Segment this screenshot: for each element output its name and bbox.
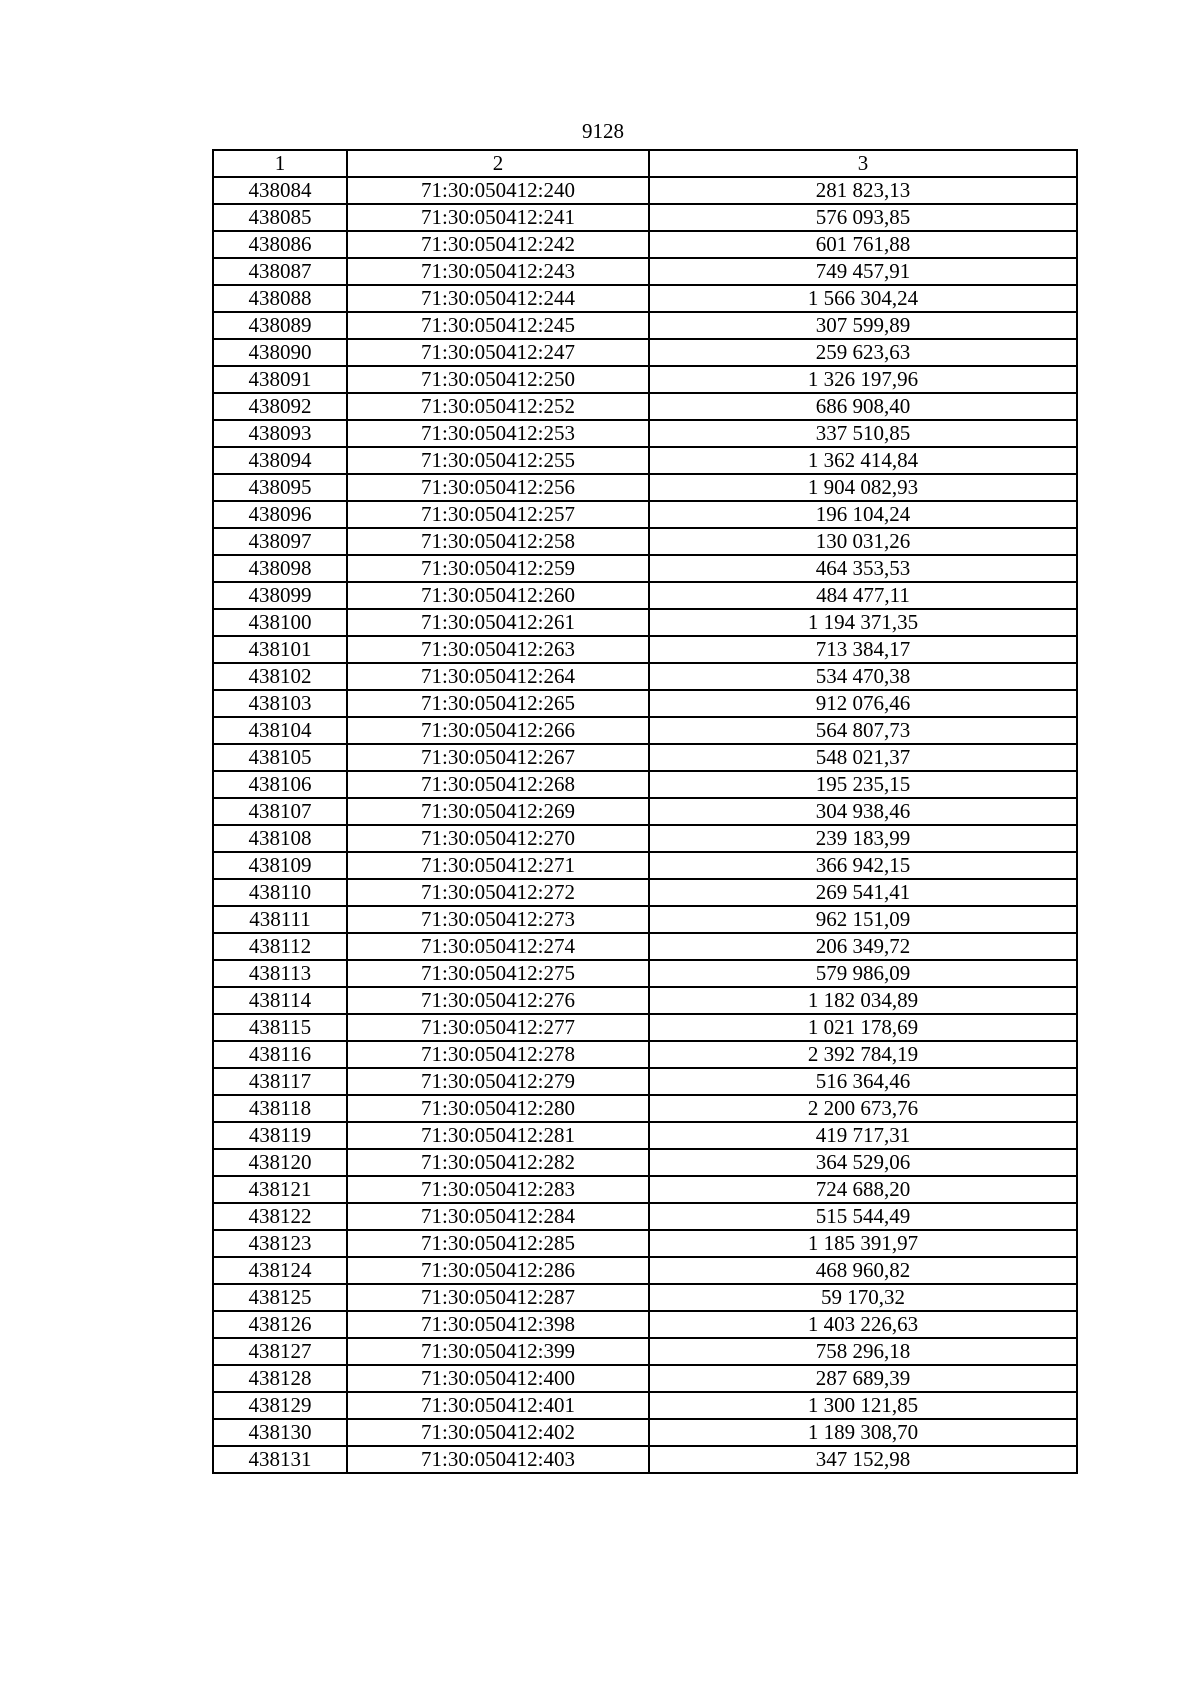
table-row — [213, 1230, 1077, 1257]
value-cell: 534 470,38 — [649, 663, 1077, 690]
cadastral-number-cell: 71:30:050412:268 — [347, 771, 649, 798]
cadastral-number-cell: 71:30:050412:274 — [347, 933, 649, 960]
row-number-cell: 438126 — [213, 1311, 347, 1338]
row-number-cell: 438129 — [213, 1392, 347, 1419]
table-row — [213, 798, 1077, 825]
row-number-cell: 438102 — [213, 663, 347, 690]
column-header-2: 2 — [347, 150, 649, 177]
table-row — [213, 474, 1077, 501]
value-cell: 516 364,46 — [649, 1068, 1077, 1095]
value-cell: 912 076,46 — [649, 690, 1077, 717]
page-number: 9128 — [582, 119, 624, 143]
row-number-cell: 438120 — [213, 1149, 347, 1176]
table-row — [213, 312, 1077, 339]
row-number-cell: 438121 — [213, 1176, 347, 1203]
row-number-cell: 438084 — [213, 177, 347, 204]
table-row — [213, 879, 1077, 906]
value-cell: 337 510,85 — [649, 420, 1077, 447]
table-row — [213, 960, 1077, 987]
cadastral-number-cell: 71:30:050412:280 — [347, 1095, 649, 1122]
value-cell: 515 544,49 — [649, 1203, 1077, 1230]
row-number-cell: 438105 — [213, 744, 347, 771]
cadastral-number-cell: 71:30:050412:400 — [347, 1365, 649, 1392]
table-row — [213, 1176, 1077, 1203]
cadastral-number-cell: 71:30:050412:269 — [347, 798, 649, 825]
value-cell: 962 151,09 — [649, 906, 1077, 933]
value-cell: 564 807,73 — [649, 717, 1077, 744]
table-row — [213, 285, 1077, 312]
row-number-cell: 438104 — [213, 717, 347, 744]
row-number-cell: 438109 — [213, 852, 347, 879]
value-cell: 468 960,82 — [649, 1257, 1077, 1284]
value-cell: 304 938,46 — [649, 798, 1077, 825]
table-row — [213, 987, 1077, 1014]
cadastral-number-cell: 71:30:050412:241 — [347, 204, 649, 231]
row-number-cell: 438127 — [213, 1338, 347, 1365]
value-cell: 1 566 304,24 — [649, 285, 1077, 312]
value-cell: 287 689,39 — [649, 1365, 1077, 1392]
value-cell: 758 296,18 — [649, 1338, 1077, 1365]
table-row — [213, 1311, 1077, 1338]
row-number-cell: 438116 — [213, 1041, 347, 1068]
row-number-cell: 438095 — [213, 474, 347, 501]
cadastral-number-cell: 71:30:050412:260 — [347, 582, 649, 609]
value-cell: 239 183,99 — [649, 825, 1077, 852]
cadastral-number-cell: 71:30:050412:275 — [347, 960, 649, 987]
table-row — [213, 393, 1077, 420]
row-number-cell: 438089 — [213, 312, 347, 339]
table-row — [213, 258, 1077, 285]
cadastral-number-cell: 71:30:050412:258 — [347, 528, 649, 555]
row-number-cell: 438097 — [213, 528, 347, 555]
cadastral-number-cell: 71:30:050412:401 — [347, 1392, 649, 1419]
row-number-cell: 438110 — [213, 879, 347, 906]
data-table — [212, 149, 1078, 1474]
cadastral-number-cell: 71:30:050412:259 — [347, 555, 649, 582]
table-row — [213, 1284, 1077, 1311]
cadastral-number-cell: 71:30:050412:250 — [347, 366, 649, 393]
table-row — [213, 339, 1077, 366]
row-number-cell: 438088 — [213, 285, 347, 312]
cadastral-number-cell: 71:30:050412:261 — [347, 609, 649, 636]
value-cell: 196 104,24 — [649, 501, 1077, 528]
cadastral-number-cell: 71:30:050412:276 — [347, 987, 649, 1014]
value-cell: 2 392 784,19 — [649, 1041, 1077, 1068]
cadastral-number-cell: 71:30:050412:281 — [347, 1122, 649, 1149]
row-number-cell: 438090 — [213, 339, 347, 366]
row-number-cell: 438119 — [213, 1122, 347, 1149]
value-cell: 576 093,85 — [649, 204, 1077, 231]
table-row — [213, 771, 1077, 798]
value-cell: 366 942,15 — [649, 852, 1077, 879]
table-row — [213, 1122, 1077, 1149]
value-cell: 269 541,41 — [649, 879, 1077, 906]
cadastral-number-cell: 71:30:050412:240 — [347, 177, 649, 204]
table-row — [213, 690, 1077, 717]
cadastral-number-cell: 71:30:050412:265 — [347, 690, 649, 717]
cadastral-number-cell: 71:30:050412:247 — [347, 339, 649, 366]
row-number-cell: 438118 — [213, 1095, 347, 1122]
value-cell: 130 031,26 — [649, 528, 1077, 555]
row-number-cell: 438122 — [213, 1203, 347, 1230]
table-row — [213, 852, 1077, 879]
row-number-cell: 438086 — [213, 231, 347, 258]
table-row — [213, 1068, 1077, 1095]
cadastral-number-cell: 71:30:050412:279 — [347, 1068, 649, 1095]
table-row — [213, 1365, 1077, 1392]
cadastral-number-cell: 71:30:050412:242 — [347, 231, 649, 258]
value-cell: 307 599,89 — [649, 312, 1077, 339]
row-number-cell: 438107 — [213, 798, 347, 825]
header-row — [213, 150, 1077, 177]
value-cell: 484 477,11 — [649, 582, 1077, 609]
table-row — [213, 1149, 1077, 1176]
row-number-cell: 438103 — [213, 690, 347, 717]
row-number-cell: 438124 — [213, 1257, 347, 1284]
cadastral-number-cell: 71:30:050412:402 — [347, 1419, 649, 1446]
value-cell: 206 349,72 — [649, 933, 1077, 960]
value-cell: 749 457,91 — [649, 258, 1077, 285]
table-row — [213, 555, 1077, 582]
cadastral-number-cell: 71:30:050412:257 — [347, 501, 649, 528]
value-cell: 1 182 034,89 — [649, 987, 1077, 1014]
row-number-cell: 438111 — [213, 906, 347, 933]
cadastral-number-cell: 71:30:050412:278 — [347, 1041, 649, 1068]
table-row — [213, 933, 1077, 960]
cadastral-number-cell: 71:30:050412:256 — [347, 474, 649, 501]
value-cell: 1 403 226,63 — [649, 1311, 1077, 1338]
table-body — [213, 177, 1077, 1473]
value-cell: 281 823,13 — [649, 177, 1077, 204]
row-number-cell: 438117 — [213, 1068, 347, 1095]
value-cell: 2 200 673,76 — [649, 1095, 1077, 1122]
value-cell: 195 235,15 — [649, 771, 1077, 798]
cadastral-number-cell: 71:30:050412:267 — [347, 744, 649, 771]
row-number-cell: 438099 — [213, 582, 347, 609]
cadastral-number-cell: 71:30:050412:264 — [347, 663, 649, 690]
cadastral-number-cell: 71:30:050412:263 — [347, 636, 649, 663]
cadastral-number-cell: 71:30:050412:255 — [347, 447, 649, 474]
value-cell: 686 908,40 — [649, 393, 1077, 420]
row-number-cell: 438130 — [213, 1419, 347, 1446]
row-number-cell: 438125 — [213, 1284, 347, 1311]
table-row — [213, 1446, 1077, 1473]
table-row — [213, 1257, 1077, 1284]
row-number-cell: 438085 — [213, 204, 347, 231]
column-header-1: 1 — [213, 150, 347, 177]
table-row — [213, 1392, 1077, 1419]
cadastral-number-cell: 71:30:050412:244 — [347, 285, 649, 312]
row-number-cell: 438113 — [213, 960, 347, 987]
cadastral-number-cell: 71:30:050412:285 — [347, 1230, 649, 1257]
table-row — [213, 1338, 1077, 1365]
cadastral-number-cell: 71:30:050412:286 — [347, 1257, 649, 1284]
value-cell: 364 529,06 — [649, 1149, 1077, 1176]
row-number-cell: 438096 — [213, 501, 347, 528]
table-row — [213, 582, 1077, 609]
value-cell: 1 194 371,35 — [649, 609, 1077, 636]
row-number-cell: 438101 — [213, 636, 347, 663]
value-cell: 464 353,53 — [649, 555, 1077, 582]
table-row — [213, 1014, 1077, 1041]
value-cell: 548 021,37 — [649, 744, 1077, 771]
value-cell: 1 300 121,85 — [649, 1392, 1077, 1419]
row-number-cell: 438115 — [213, 1014, 347, 1041]
cadastral-number-cell: 71:30:050412:399 — [347, 1338, 649, 1365]
cadastral-number-cell: 71:30:050412:272 — [347, 879, 649, 906]
value-cell: 1 326 197,96 — [649, 366, 1077, 393]
value-cell: 713 384,17 — [649, 636, 1077, 663]
table-row — [213, 906, 1077, 933]
row-number-cell: 438094 — [213, 447, 347, 474]
table-row — [213, 501, 1077, 528]
value-cell: 601 761,88 — [649, 231, 1077, 258]
cadastral-number-cell: 71:30:050412:271 — [347, 852, 649, 879]
value-cell: 259 623,63 — [649, 339, 1077, 366]
table-row — [213, 528, 1077, 555]
table-row — [213, 420, 1077, 447]
table-row — [213, 366, 1077, 393]
value-cell: 724 688,20 — [649, 1176, 1077, 1203]
row-number-cell: 438100 — [213, 609, 347, 636]
table-row — [213, 663, 1077, 690]
row-number-cell: 438131 — [213, 1446, 347, 1473]
row-number-cell: 438123 — [213, 1230, 347, 1257]
value-cell: 419 717,31 — [649, 1122, 1077, 1149]
row-number-cell: 438092 — [213, 393, 347, 420]
value-cell: 1 362 414,84 — [649, 447, 1077, 474]
table-row — [213, 717, 1077, 744]
row-number-cell: 438108 — [213, 825, 347, 852]
cadastral-number-cell: 71:30:050412:284 — [347, 1203, 649, 1230]
table-row — [213, 1203, 1077, 1230]
cadastral-number-cell: 71:30:050412:283 — [347, 1176, 649, 1203]
value-cell: 1 021 178,69 — [649, 1014, 1077, 1041]
row-number-cell: 438091 — [213, 366, 347, 393]
table-row — [213, 1095, 1077, 1122]
cadastral-number-cell: 71:30:050412:245 — [347, 312, 649, 339]
table-row — [213, 204, 1077, 231]
row-number-cell: 438128 — [213, 1365, 347, 1392]
table-row — [213, 231, 1077, 258]
cadastral-number-cell: 71:30:050412:270 — [347, 825, 649, 852]
table-row — [213, 1419, 1077, 1446]
row-number-cell: 438087 — [213, 258, 347, 285]
row-number-cell: 438093 — [213, 420, 347, 447]
cadastral-number-cell: 71:30:050412:253 — [347, 420, 649, 447]
cadastral-number-cell: 71:30:050412:277 — [347, 1014, 649, 1041]
row-number-cell: 438114 — [213, 987, 347, 1014]
value-cell: 1 904 082,93 — [649, 474, 1077, 501]
value-cell: 1 189 308,70 — [649, 1419, 1077, 1446]
cadastral-number-cell: 71:30:050412:287 — [347, 1284, 649, 1311]
row-number-cell: 438098 — [213, 555, 347, 582]
column-header-3: 3 — [649, 150, 1077, 177]
cadastral-number-cell: 71:30:050412:403 — [347, 1446, 649, 1473]
table-row — [213, 744, 1077, 771]
value-cell: 347 152,98 — [649, 1446, 1077, 1473]
table-row — [213, 825, 1077, 852]
table-row — [213, 177, 1077, 204]
cadastral-number-cell: 71:30:050412:252 — [347, 393, 649, 420]
table-row — [213, 609, 1077, 636]
table-row — [213, 636, 1077, 663]
cadastral-number-cell: 71:30:050412:266 — [347, 717, 649, 744]
row-number-cell: 438112 — [213, 933, 347, 960]
value-cell: 579 986,09 — [649, 960, 1077, 987]
cadastral-number-cell: 71:30:050412:243 — [347, 258, 649, 285]
cadastral-number-cell: 71:30:050412:282 — [347, 1149, 649, 1176]
value-cell: 59 170,32 — [649, 1284, 1077, 1311]
row-number-cell: 438106 — [213, 771, 347, 798]
cadastral-number-cell: 71:30:050412:273 — [347, 906, 649, 933]
table-row — [213, 1041, 1077, 1068]
table-row — [213, 447, 1077, 474]
value-cell: 1 185 391,97 — [649, 1230, 1077, 1257]
cadastral-number-cell: 71:30:050412:398 — [347, 1311, 649, 1338]
